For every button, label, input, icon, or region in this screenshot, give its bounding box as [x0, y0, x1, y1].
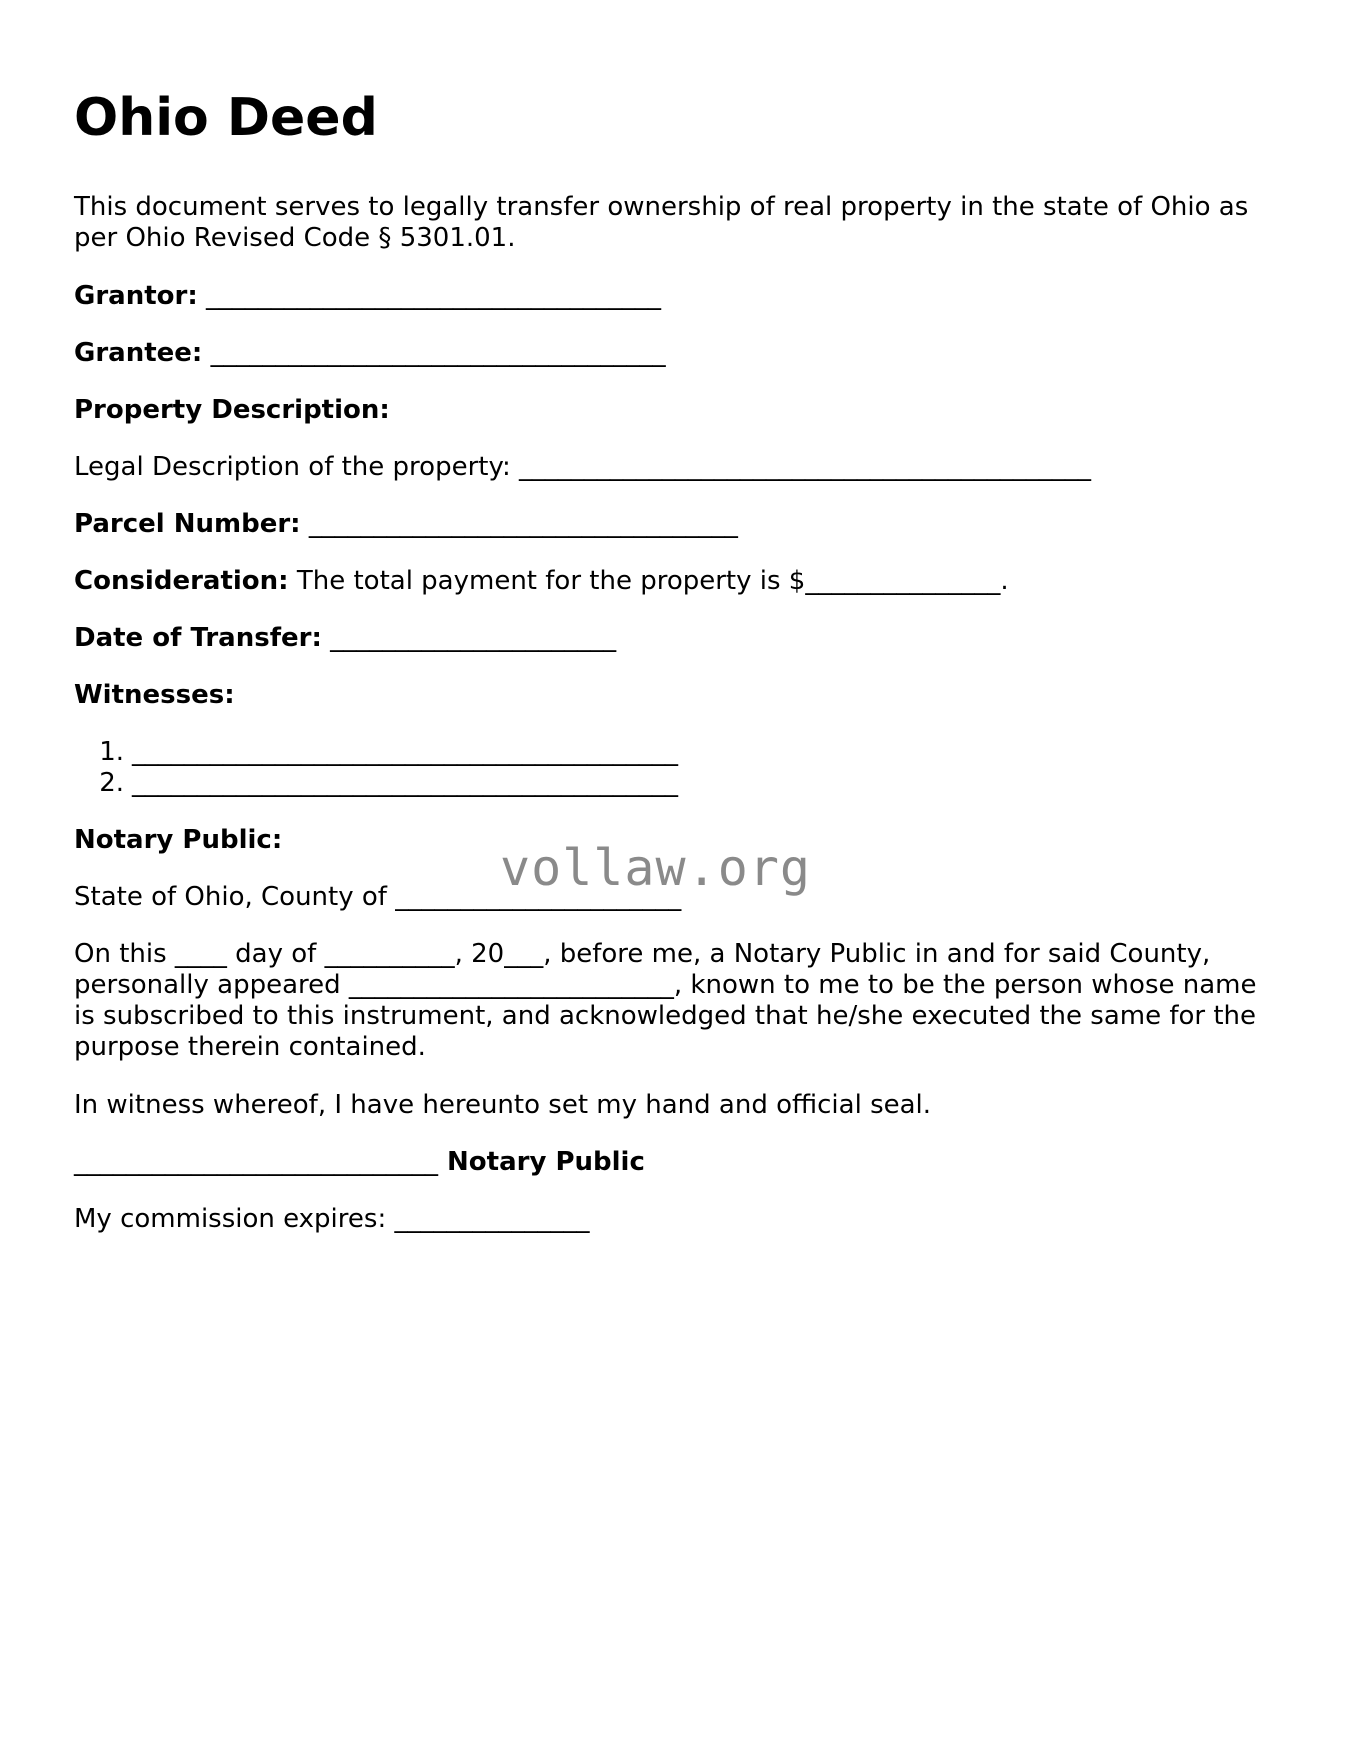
notary-signature-label: Notary Public [438, 1147, 645, 1177]
witness-blank: __________________________________________ [132, 768, 678, 798]
grantor-blank: ___________________________________ [197, 281, 661, 311]
notary-public-heading: Notary Public: [74, 825, 283, 855]
legal-description-line: Legal Description of the property: ____________________________________________ [74, 452, 1091, 482]
grantee-blank: ___________________________________ [202, 338, 666, 368]
consideration-text: The total payment for the property is $_______________. [288, 566, 1009, 596]
notary-signature-line [74, 1147, 645, 1178]
parcel-number-line [74, 509, 738, 540]
witnesses-heading: Witnesses: [74, 680, 235, 710]
grantee-label: Grantee: [74, 338, 203, 368]
witness-whereof-line: In witness whereof, I have hereunto set my hand and official seal. [74, 1090, 932, 1120]
witness-list [74, 737, 678, 799]
consideration-label: Consideration: [74, 566, 289, 596]
grantor-line [74, 281, 661, 312]
watermark: vollaw.org [500, 839, 812, 897]
witness-blank: __________________________________________ [132, 737, 678, 767]
grantor-label: Grantor: [74, 281, 198, 311]
parcel-number-blank: _________________________________ [300, 509, 738, 539]
witness-item [74, 737, 678, 768]
date-of-transfer-label: Date of Transfer: [74, 623, 322, 653]
parcel-number-label: Parcel Number: [74, 509, 301, 539]
commission-expires-line: My commission expires: _______________ [74, 1204, 590, 1234]
acknowledgment-paragraph: On this ____ day of __________, 20___, before me, a Notary Public in and for said County, personally appeared _________________________, known to me to be the person whose name is subscribed to this instrument, and acknowledged that he/she executed the same for the purpose therein contained. [74, 939, 1257, 1062]
page-title: Ohio Deed [74, 88, 378, 148]
witness-item [74, 768, 678, 799]
property-description-heading: Property Description: [74, 395, 390, 425]
date-of-transfer-blank: ______________________ [321, 623, 617, 653]
notary-signature-blank: ____________________________ [74, 1147, 438, 1177]
state-county-line: State of Ohio, County of ______________________ [74, 882, 682, 912]
witness-number: 1. [99, 737, 124, 767]
date-of-transfer-line [74, 623, 616, 654]
consideration-line [74, 566, 1009, 597]
grantee-line [74, 338, 666, 369]
witness-number: 2. [99, 768, 124, 798]
intro-paragraph: This document serves to legally transfer ownership of real property in the state of Ohio as per Ohio Revised Code § 5301.01. [74, 192, 1249, 253]
